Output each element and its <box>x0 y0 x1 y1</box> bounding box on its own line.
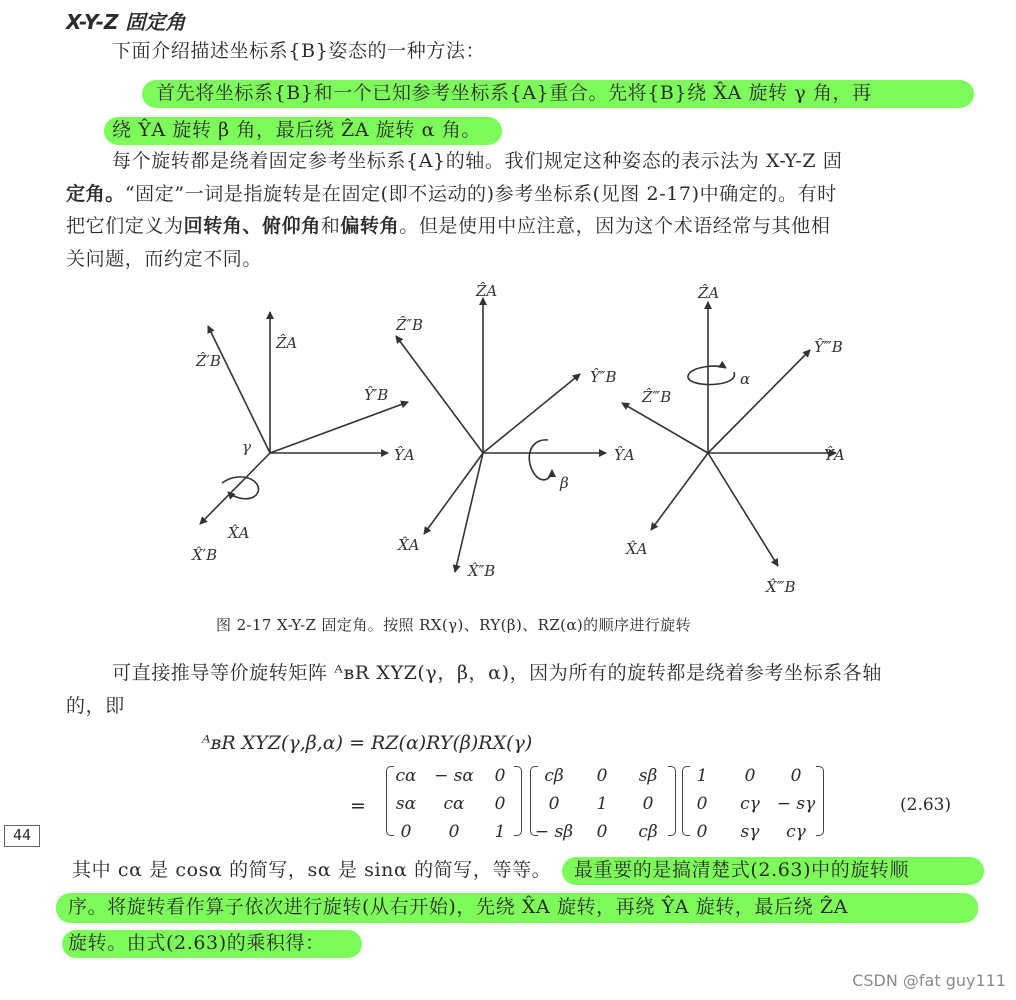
figure-caption: 图 2-17 X-Y-Z 固定角。按照 RX(γ)、RY(β)、RZ(α)的顺序进行旋转 <box>216 616 691 634</box>
label-ya: ŶA <box>394 446 415 464</box>
label-ya-2: ŶA <box>614 446 635 464</box>
m1-cell: 0 <box>400 822 412 842</box>
matrix2-bracket-right <box>668 766 676 836</box>
label-xa: X̂A <box>228 524 250 542</box>
m3-cell: 0 <box>696 822 708 842</box>
term-fixed-angle: 定角。 <box>66 183 125 205</box>
matrix3-bracket-right <box>816 766 824 836</box>
term-yaw: 偏转角 <box>340 215 400 237</box>
para2-line3-a: 把它们定义为 <box>66 215 184 237</box>
m2-cell: cβ <box>544 766 564 786</box>
m2-cell: cβ <box>638 822 658 842</box>
figure-2-17 <box>0 270 1016 600</box>
equation-equals: = <box>350 795 366 817</box>
para2-line3-e: 。但是使用中应注意，因为这个术语经常与其他相 <box>399 215 831 237</box>
m1-cell: 0 <box>494 766 506 786</box>
para1-line1: 首先将坐标系{B}和一个已知参考坐标系{A}重合。先将{B}绕 X̂A 旋转 γ 角，再 <box>156 82 872 104</box>
para3-line1: 可直接推导等价旋转矩阵 ᴬʙR XYZ(γ，β，α)，因为所有的旋转都是绕着参考坐标系各轴 <box>112 662 882 684</box>
m1-cell: 0 <box>494 794 506 814</box>
label-zb-2: Ẑ″B <box>396 316 424 334</box>
m3-cell: 1 <box>696 766 708 786</box>
equation-number: (2.63) <box>900 795 952 815</box>
m2-cell: 0 <box>596 766 608 786</box>
csdn-watermark: CSDN @fat guy111 <box>852 971 1006 990</box>
label-yb-2: Ŷ″B <box>590 368 617 386</box>
label-yb: Ŷ′B <box>364 386 389 404</box>
para2-line2-rest: “固定”一词是指旋转是在固定(即不运动的)参考坐标系(见图 2-17)中确定的。有时 <box>124 183 837 205</box>
para4-line1-b: 最重要的是搞清楚式(2.63)中的旋转顺 <box>574 859 910 881</box>
para4-line2: 序。将旋转看作算子依次进行旋转(从右开始)，先绕 X̂A 旋转，再绕 ŶA 旋转，最后绕 ẐA <box>68 896 849 918</box>
para2-line2 <box>66 185 837 204</box>
axis-yb <box>270 402 408 453</box>
label-xb: X̂′B <box>192 546 218 564</box>
label-xb-2: X̂″B <box>468 562 496 580</box>
label-za-2: ẐA <box>476 282 498 300</box>
term-roll-pitch: 回转角、俯仰角 <box>183 215 321 237</box>
equation-line1: ᴬʙR XYZ(γ,β,α) = RZ(α)RY(β)RX(γ) <box>202 732 533 754</box>
m2-cell: 0 <box>596 822 608 842</box>
para4-line3: 旋转。由式(2.63)的乘积得： <box>68 932 325 954</box>
m3-cell: 0 <box>744 766 756 786</box>
figure-panel-2 <box>396 298 606 572</box>
m2-cell: − sβ <box>534 822 574 842</box>
m2-cell: 0 <box>642 794 654 814</box>
label-xb-3: X̂‴B <box>766 578 796 596</box>
page-number: 44 <box>4 825 40 847</box>
label-xa-3: X̂A <box>626 540 648 558</box>
para2-line3-c: 和 <box>320 215 341 237</box>
label-yb-3: Ŷ‴B <box>814 338 843 356</box>
axis-zb <box>208 326 270 453</box>
m3-cell: sγ <box>740 822 760 842</box>
label-gamma: γ <box>242 438 251 456</box>
m1-cell: 1 <box>494 822 506 842</box>
para2-line3 <box>66 217 830 236</box>
label-zb-3: Ẑ‴B <box>642 388 672 406</box>
m1-cell: − sα <box>434 766 474 786</box>
label-alpha: α <box>740 370 751 388</box>
label-za: ẐA <box>276 334 298 352</box>
m3-cell: cγ <box>786 822 806 842</box>
m1-cell: sα <box>395 794 417 814</box>
m3-cell: − sγ <box>776 794 816 814</box>
m3-cell: cγ <box>740 794 760 814</box>
m3-cell: 0 <box>790 766 802 786</box>
para2-line1: 每个旋转都是绕着固定参考坐标系{A}的轴。我们规定这种姿态的表示法为 X-Y-Z 固 <box>112 150 843 172</box>
m1-cell: 0 <box>448 822 460 842</box>
m1-cell: cα <box>443 794 465 814</box>
figure-panel-3 <box>622 302 836 566</box>
axis-xa <box>200 453 270 524</box>
para2-line4: 关问题，而约定不同。 <box>66 248 263 270</box>
m1-cell: cα <box>395 766 417 786</box>
m2-cell: 0 <box>548 794 560 814</box>
para1-line2: 绕 ŶA 旋转 β 角，最后绕 ẐA 旋转 α 角。 <box>112 119 481 141</box>
label-beta: β <box>560 474 569 492</box>
label-ya-3: ŶA <box>824 446 845 464</box>
m2-cell: sβ <box>638 766 658 786</box>
para3-line2: 的，即 <box>66 695 125 717</box>
para4-line1-a: 其中 cα 是 cosα 的简写，sα 是 sinα 的简写，等等。 <box>72 859 552 881</box>
figure-panel-1 <box>200 312 408 524</box>
m2-cell: 1 <box>596 794 608 814</box>
intro-text: 下面介绍描述坐标系{B}姿态的一种方法： <box>112 40 486 62</box>
label-zb: Ẑ′B <box>196 352 221 370</box>
label-xa-2: X̂A <box>398 536 420 554</box>
m3-cell: 0 <box>696 794 708 814</box>
label-za-3: ẐA <box>698 284 720 302</box>
section-title: X-Y-Z 固定角 <box>66 10 186 34</box>
